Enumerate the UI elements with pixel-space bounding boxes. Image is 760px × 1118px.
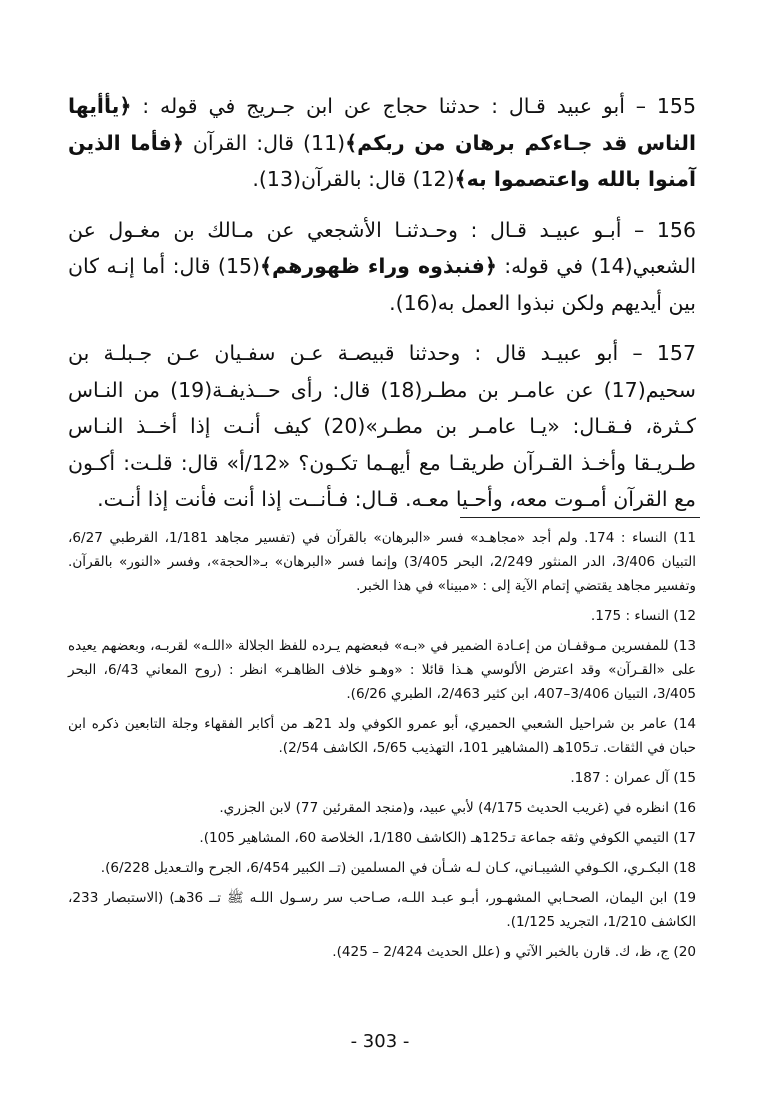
footnote-19 xyxy=(68,886,696,934)
footnote-16 xyxy=(68,796,696,820)
footnotes xyxy=(68,526,696,970)
footnote-number: 12) xyxy=(673,608,696,624)
paragraph-text: (12) قال: بالقرآن(13). xyxy=(252,167,455,191)
footnote-number: 18) xyxy=(673,860,696,876)
footnote-text: البكـري، الكـوفي الشيبـاني، كـان لـه شـأن في المسلمين (تــ الكبير 6/454، الجرح والتـعديل 6/228). xyxy=(100,860,670,876)
footnote-number: 15) xyxy=(673,770,696,786)
footnote-text: انظره في (غريب الحديث 4/175) لأبي عبيد، و(منجد المقرئين 77) لابن الجزري. xyxy=(219,800,670,816)
footnote-17 xyxy=(68,826,696,850)
paragraph-156 xyxy=(68,212,696,322)
paragraph-157 xyxy=(68,335,696,518)
footnote-text: عامر بن شراحيل الشعبي الحميري، أبو عمرو الكوفي ولد 21هـ من أكابر الفقهاء وجلة التابعين ذكره ابن حبان في الثقات. تـ105هـ (المشاهير 101، التهذيب 5/65، الكاشف 2/54). xyxy=(68,716,696,756)
footnote-number: 14) xyxy=(673,716,696,732)
footnote-text: ابن اليمان، الصحـابي المشهـور، أبـو عبـد اللـه، صـاحب سر رسـول اللـه ﷺ تــ 36هـ) (الاستبصار 233، الكاشف 1/210، التجريد 1/125). xyxy=(68,890,696,930)
paragraph-155 xyxy=(68,88,696,198)
quran-verse: ﴿فأما الذين آمنوا بالله واعتصموا به﴾ xyxy=(68,130,696,191)
footnote-text: آل عمران : 187. xyxy=(570,770,670,786)
quran-verse: ﴿فنبذوه وراء ظهورهم﴾ xyxy=(260,254,497,278)
footnote-11 xyxy=(68,526,696,598)
footnote-text: ج، ظ، ك. قارن بالخبر الآتي و (علل الحديث 2/424 – 425). xyxy=(332,944,670,960)
footnote-14 xyxy=(68,712,696,760)
footnote-text: النساء : 175. xyxy=(590,608,670,624)
footnote-12 xyxy=(68,604,696,628)
paragraph-text: (11) قال: القرآن xyxy=(183,130,346,155)
footnote-15 xyxy=(68,766,696,790)
footnote-18 xyxy=(68,856,696,880)
footnote-number: 17) xyxy=(673,830,696,846)
paragraph-text: (15) قال: أما إنـه كان بين أيديهم ولكن نبذوا العمل به(16). xyxy=(68,254,696,315)
footnote-divider xyxy=(460,517,700,518)
footnote-number: 20) xyxy=(673,944,696,960)
footnote-number: 19) xyxy=(673,890,696,906)
footnote-20 xyxy=(68,940,696,964)
footnote-13 xyxy=(68,634,696,706)
footnote-text: التيمي الكوفي وثقه جماعة تـ125هـ (الكاشف 1/180، الخلاصة 60، المشاهير 105). xyxy=(199,830,670,846)
footnote-text: للمفسرين مـوقفـان من إعـادة الضمير في «بـه» فبعضهم يـرده للفظ الجلالة «اللـه» لقربـه، وبعضهم يعيده على «القـرآن» وقد اعترض الألوسي هـذا قائلا : «وهـو خلاف الظاهـر» انظر : (روح المعاني 6/43، البحر 3/405، التبيان 3/406–407، ابن كثير 2/463، الطبري 6/26). xyxy=(68,638,696,702)
quran-verse: ﴿يأأيها الناس قد جـاءكم برهان من ربكم﴾ xyxy=(68,94,696,155)
page-number: - 303 - xyxy=(350,1031,410,1052)
footnote-number: 16) xyxy=(673,800,696,816)
paragraph-text: 156 – أبـو عبيـد قـال : وحـدثنـا الأشجعي عن مـالك بن مغـول عن الشعبي(14) في قوله: xyxy=(68,217,697,278)
paragraph-text: 155 – أبو عبيد قـال : حدثنا حجاج عن ابن جـريج في قوله : xyxy=(131,94,696,118)
paragraph-text: 157 – أبو عبيـد قال : وحدثنا قبيصـة عـن سفـيان عـن جـبلـة بن سحيم(17) عن عامـر بن مطـر(18) قال: رأى حــذيفـة(19) من النـاس كـثرة، فـقـال: «يـا عامـر بن مطـر»(20) كيف أنـت إذا أخــذ النـاس طـريـقا وأخـذ القـرآن طريقـا مع أيهـما تكـون؟ «12/أ» قال: قلـت: أكـون مع القرآن أمـوت معه، وأحـيا معـه. قـال: فـأنــت إذا أنت فأنت إذا أنـت. xyxy=(68,341,696,511)
main-text xyxy=(68,88,696,532)
footnote-text: النساء : 174. ولم أجد «مجاهـد» فسر «البرهان» بالقرآن في (تفسير مجاهد 1/181، القرطبي 6/27، التبيان 3/406، الدر المنثور 2/249، البحر 3/405) وإنما فسر «البرهان» بـ«الحجة»، وفسر «النور» بالقرآن. وتفسير مجاهد يقتضي إتمام الآية إلى : «مبينا» في هذا الخبر. xyxy=(68,530,696,594)
footnote-number: 11) xyxy=(673,530,696,546)
footnote-number: 13) xyxy=(673,638,696,654)
